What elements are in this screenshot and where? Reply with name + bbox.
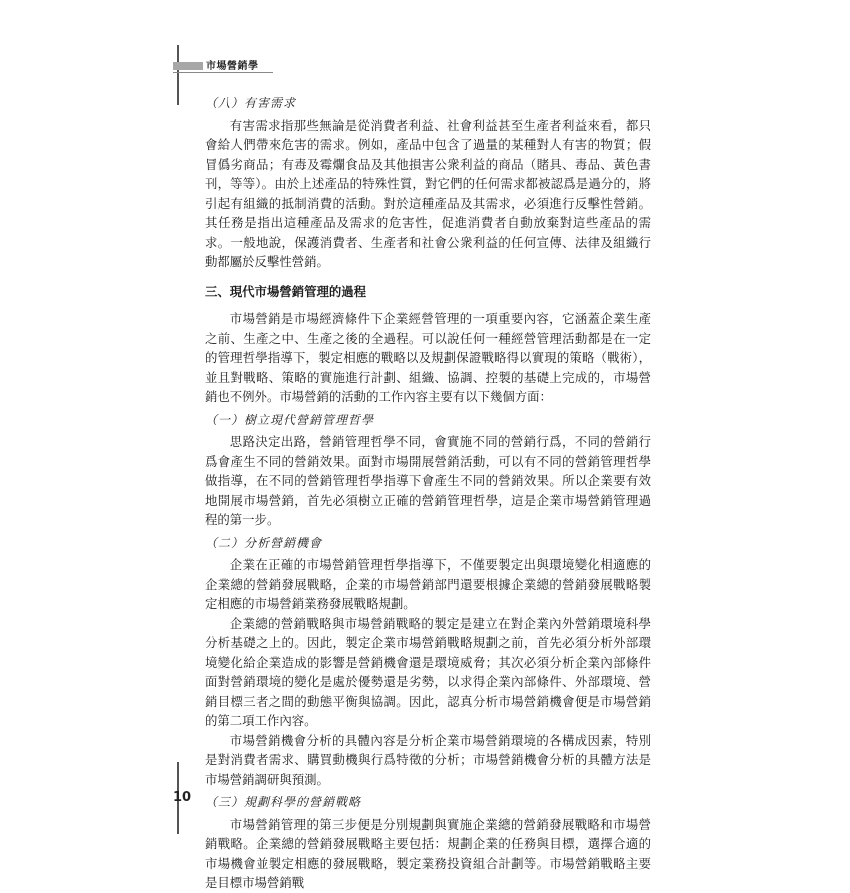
subheading-philosophy: （一）樹立現代營銷管理哲學 <box>205 412 375 427</box>
page-number: 10 <box>173 790 192 805</box>
paragraph: 有害需求指那些無論是從消費者利益、社會利益甚至生產者利益來看，都只會給人們帶來危害的需求。例如，產品中包含了過量的某種對人有害的物質；假冒僞劣商品；有毒及霉爛食品及其他損害公衆利益的商品（賭具、毒品、黃色書刊，等等）。由於上述產品的特殊性質，對它們的任何需求都被認爲是過分的，將引起有組織的抵制消費的活動。對於這種產品及其需求，必須進行反擊性營銷。其任務是指出這種產品及需求的危害性，促進消費者自動放棄對這些產品的需求。一般地說，保護消費者、生產者和社會公衆利益的任何宣傳、法律及組織行動都屬於反擊性營銷。 <box>205 117 651 269</box>
header-underline <box>173 72 273 73</box>
header-gray-bar <box>173 62 203 70</box>
section-heading-marketing-process: 三、現代市場營銷管理的過程 <box>205 283 367 299</box>
paragraph: 市場營銷是市場經濟條件下企業經營管理的一項重要內容，它涵蓋企業生產之前、生產之中、生產之後的全過程。可以說任何一種經營管理活動都是在一定的管理哲學指導下，製定相應的戰略以及規劃保證戰略得以實現的策略（戰術），並且對戰略、策略的實施進行計劃、組織、協調、控製的基礎上完成的，市場營銷也不例外。市場營銷的活動的工作內容主要有以下幾個方面： <box>205 311 651 404</box>
paragraph: 市場營銷機會分析的具體內容是分析企業市場營銷環境的各構成因素，特別是對消費者需求、購買動機與行爲特徵的分析；市場營銷機會分析的具體方法是市場營銷調研與預測。 <box>205 732 651 787</box>
page-body-text <box>205 92 651 893</box>
paragraph: 市場營銷管理的第三步便是分別規劃與實施企業總的營銷發展戰略和市場營銷戰略。企業總的營銷發展戰略主要包括：規劃企業的任務與目標，選擇合適的市場機會並製定相應的發展戰略，製定業務投資組合計劃等。市場營銷戰略主要是目標市場營銷戰 <box>205 816 651 890</box>
frame-vertical-rule-top <box>177 45 179 105</box>
paragraph: 企業在正確的市場營銷管理哲學指導下，不僅要製定出與環境變化相適應的企業總的營銷發展戰略，企業的市場營銷部門還要根據企業總的營銷發展戰略製定相應的市場營銷業務發展戰略規劃。 <box>205 557 651 611</box>
paragraph: 企業總的營銷戰略與市場營銷戰略的製定是建立在對企業內外營銷環境科學分析基礎之上的。因此，製定企業市場營銷戰略規劃之前，首先必須分析外部環境變化給企業造成的影響是營銷機會還是環境威脅；其次必須分析企業內部條件面對營銷環境的變化是處於優勢還是劣勢，以求得企業內部條件、外部環境、營銷目標三者之間的動態平衡與協調。因此，認真分析市場營銷機會便是市場營銷的第二項工作內容。 <box>205 615 651 728</box>
subheading-harmful-demand: （八）有害需求 <box>205 96 297 110</box>
subheading-opportunity: （二）分析營銷機會 <box>205 535 323 550</box>
subheading-strategy: （三）規劃科學的營銷戰略 <box>205 795 362 809</box>
running-header-title: 市場營銷學 <box>206 61 259 72</box>
paragraph: 思路決定出路，營銷管理哲學不同，會實施不同的營銷行爲，不同的營銷行爲會產生不同的營銷效果。面對市場開展營銷活動，可以有不同的營銷管理哲學做指導，在不同的營銷管理哲學指導下會產生不同的營銷效果。所以企業要有效地開展市場營銷，首先必須樹立正確的營銷管理哲學，這是企業市場營銷管理過程的第一步。 <box>205 434 651 527</box>
